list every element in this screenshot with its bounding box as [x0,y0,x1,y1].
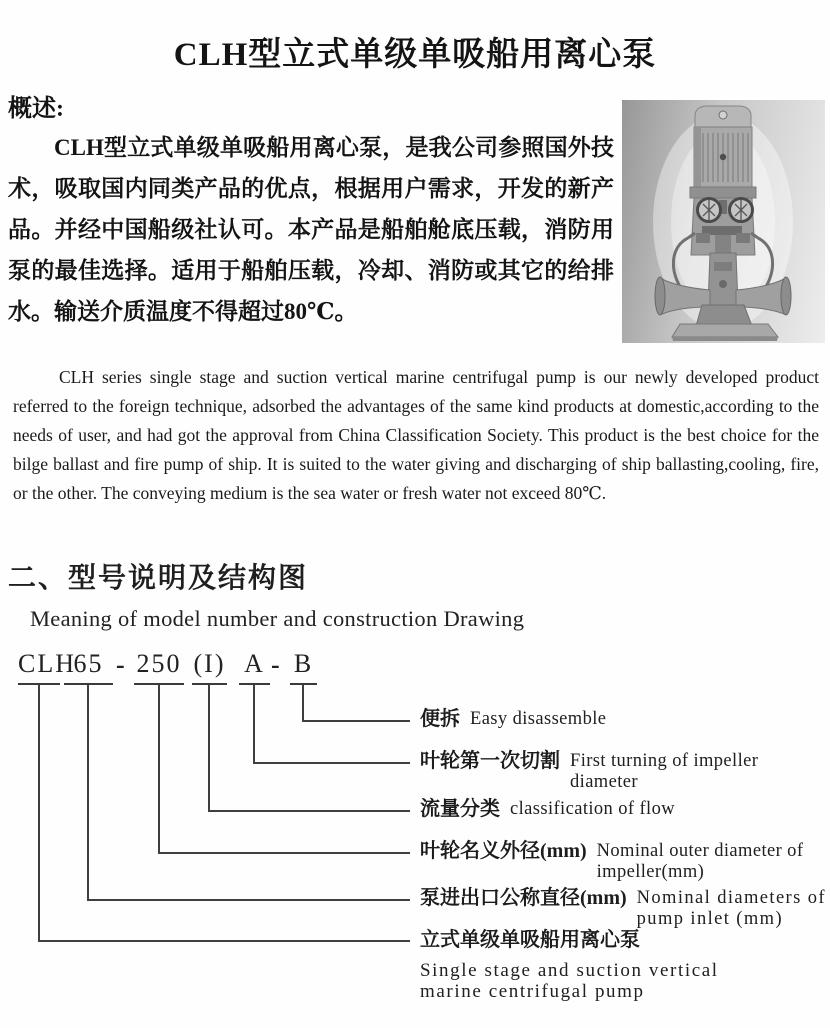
label-chinese: 叶轮名义外径(mm) [420,840,587,862]
label-chinese: 泵进出口公称直径(mm) [420,887,627,909]
label-english-line2: impeller(mm) [596,862,705,882]
diagram-label-easy-disassemble [420,706,606,732]
label-english: Easy disassemble [470,709,607,729]
page-title: CLH型立式单级单吸船用离心泵 [173,37,657,73]
connector-line [302,720,410,722]
diagram-label-inlet-diameter [420,885,826,930]
diagram-label-first-turning [420,748,758,793]
pump-illustration [622,100,825,343]
section2-heading-english: Meaning of model number and construction Drawing [30,606,525,631]
model-segment-inlet: 65 [64,650,113,685]
connector-line [38,685,40,940]
label-english-line2: marine centrifugal pump [420,981,645,1002]
label-chinese: 便拆 [420,708,460,730]
connector-line [87,899,410,901]
pressure-gauge-right [730,199,753,222]
model-segment-first-turning: A [239,650,270,685]
label-english: Nominal diameters of [636,888,826,908]
label-english: classification of flow [510,799,675,819]
connector-line [208,685,210,810]
connector-line [253,685,255,762]
label-english: Nominal outer diameter of [596,841,804,861]
connector-line [253,762,410,764]
connector-line [158,685,160,852]
pump-photo [622,100,825,343]
base-plate [672,324,778,341]
motor-body [694,127,752,187]
overview-heading: 概述: [8,96,64,122]
model-segment-series: CLH [18,650,60,685]
label-english-line2: diameter [570,772,638,792]
connector-line [38,940,410,942]
model-segment-flow-class: (I) [192,650,227,685]
diagram-label-flow-classification [420,796,675,822]
model-segment-impeller: 250 [134,650,184,685]
section2-heading-chinese: 二、型号说明及结构图 [8,562,309,593]
connector-line [158,852,410,854]
connector-line [87,685,89,899]
label-english: Single stage and suction vertical [420,960,719,981]
label-english: First turning of impeller [570,751,759,771]
diagram-label-pump-type [420,927,719,1002]
label-chinese: 流量分类 [420,798,500,820]
overview-paragraph-chinese: CLH型立式单级单吸船用离心泵，是我公司参照国外技术，吸取国内同类产品的优点，根据用户需求，开发的新产品。并经中国船级社认可。本产品是船舶舱底压载，消防用泵的最佳选择。适用于船舶压载，冷却、消防或其它的给排水。输送介质温度不得超过80℃。 [8,135,614,324]
model-dash-2: - [271,650,280,679]
label-english-line2: pump inlet (mm) [636,909,784,929]
label-chinese: 立式单级单吸船用离心泵 [420,929,640,951]
model-segment-easy-disasm: B [290,650,317,685]
pump-column [708,253,738,305]
motor-adapter-band [690,187,756,198]
connector-line [302,685,304,720]
overview-paragraph-english: CLH series single stage and suction vertical marine centrifugal pump is our newly developed product referred to the foreign technique, adsorbed the advantages of the same kind products at domestic,according to the needs of user, and had got the approval from China Classification Society. This product is the best choice for the bilge ballast and fire pump of ship. It is suited to the water giving and discharging of ship ballasting,cooling, fire, or the other. The conveying medium is the sea water or fresh water not exceed 80℃. [13,367,819,503]
volute [696,305,752,326]
label-chinese: 叶轮第一次切割 [420,750,560,772]
model-dash-1: - [116,650,125,679]
connector-line [208,810,410,812]
diagram-label-impeller-diameter [420,838,803,883]
motor-cap [695,106,751,127]
pressure-gauge-left [698,199,721,222]
